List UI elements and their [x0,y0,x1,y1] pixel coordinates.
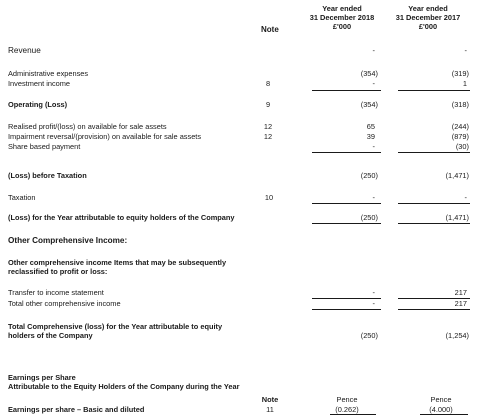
transfer-label: Transfer to income statement [8,288,104,297]
transfer-2018: - [372,288,375,297]
operating-loss-2017: (318) [451,100,469,109]
operating-loss-label: Operating (Loss) [8,100,68,109]
taxation-2017-underline [398,203,470,204]
eps-note: 11 [266,405,274,414]
eps-2018-underline [330,414,376,415]
realised-profit-2018: 65 [366,122,375,131]
oci-items-heading [8,258,226,276]
oci-items-heading-line1: Other comprehensive income Items that may be subsequently [8,258,227,267]
admin-expenses-label: Administrative expenses [8,69,89,78]
impairment-2017: (879) [451,132,469,141]
loss-for-year-2018: (250) [360,213,378,222]
column-header-2017-line1: Year ended [408,4,448,13]
column-header-2018-line1: Year ended [322,4,362,13]
share-based-payment-2018: - [372,142,375,151]
total-oci-label: Total other comprehensive income [8,299,121,308]
eps-units-2018: Pence [336,395,358,404]
investment-income-2017-underline [398,90,470,91]
column-header-2017 [386,4,470,31]
eps-2017: (4.000) [429,405,453,414]
eps-heading [8,373,239,391]
column-header-2018-line3: £'000 [332,22,352,31]
investment-income-2018-underline [312,90,381,91]
total-comprehensive-loss-line2: holders of the Company [8,331,93,340]
realised-profit-note: 12 [263,122,273,131]
impairment-2018: 39 [366,132,375,141]
loss-before-tax-label: (Loss) before Taxation [8,171,87,180]
total-oci-2017: 217 [454,299,467,308]
share-based-payment-label: Share based payment [8,142,81,151]
taxation-note: 10 [264,193,274,202]
realised-profit-label: Realised profit/(loss) on available for sale assets [8,122,167,131]
total-oci-2017-underline [398,309,470,310]
transfer-2017: 217 [454,288,467,297]
taxation-2018: - [372,193,375,202]
note-column-header: Note [261,25,279,34]
share-based-payment-2018-underline [312,152,381,153]
eps-heading-line2: Attributable to the Equity Holders of the Company during the Year [8,382,240,391]
revenue-label: Revenue [8,46,41,55]
total-oci-2018: - [372,299,375,308]
taxation-2017: - [464,193,467,202]
column-header-2017-line3: £'000 [418,22,438,31]
investment-income-2017: 1 [462,79,467,88]
realised-profit-2017: (244) [451,122,469,131]
admin-expenses-2018: (354) [360,69,378,78]
taxation-2018-underline [312,203,381,204]
investment-income-note: 8 [265,79,271,88]
impairment-note: 12 [263,132,273,141]
loss-before-tax-2018: (250) [360,171,378,180]
loss-for-year-label: (Loss) for the Year attributable to equity holders of the Company [8,213,235,222]
taxation-label: Taxation [8,193,36,202]
oci-items-heading-line2: reclassified to profit or loss: [8,267,108,276]
total-comprehensive-loss-2017: (1,254) [445,331,469,340]
column-header-2018 [300,4,384,31]
admin-expenses-2017: (319) [451,69,469,78]
total-comprehensive-loss-2018: (250) [360,331,378,340]
eps-2018: (0.262) [335,405,359,414]
operating-loss-note: 9 [265,100,271,109]
investment-income-2018: - [372,79,375,88]
loss-before-tax-2017: (1,471) [445,171,469,180]
eps-note-header: Note [261,395,279,404]
operating-loss-2018: (354) [360,100,378,109]
eps-label: Earnings per share – Basic and diluted [8,405,145,414]
loss-for-year-2017-underline [398,223,470,224]
revenue-2017: - [464,46,467,55]
total-comprehensive-loss-label [8,322,222,340]
eps-heading-line1: Earnings per Share [8,373,76,382]
investment-income-label: Investment income [8,79,71,88]
oci-heading: Other Comprehensive Income: [8,236,128,245]
impairment-label: Impairment reversal/(provision) on available for sale assets [8,132,202,141]
share-based-payment-2017-underline [398,152,470,153]
eps-2017-underline [420,414,468,415]
column-header-2017-line2: 31 December 2017 [395,13,461,22]
column-header-2018-line2: 31 December 2018 [309,13,375,22]
loss-for-year-2017: (1,471) [445,213,469,222]
total-oci-2018-underline [312,309,381,310]
eps-units-2017: Pence [430,395,452,404]
share-based-payment-2017: (30) [455,142,469,151]
loss-for-year-2018-underline [312,223,381,224]
revenue-2018: - [372,46,375,55]
total-comprehensive-loss-line1: Total Comprehensive (loss) for the Year attributable to equity [8,322,223,331]
